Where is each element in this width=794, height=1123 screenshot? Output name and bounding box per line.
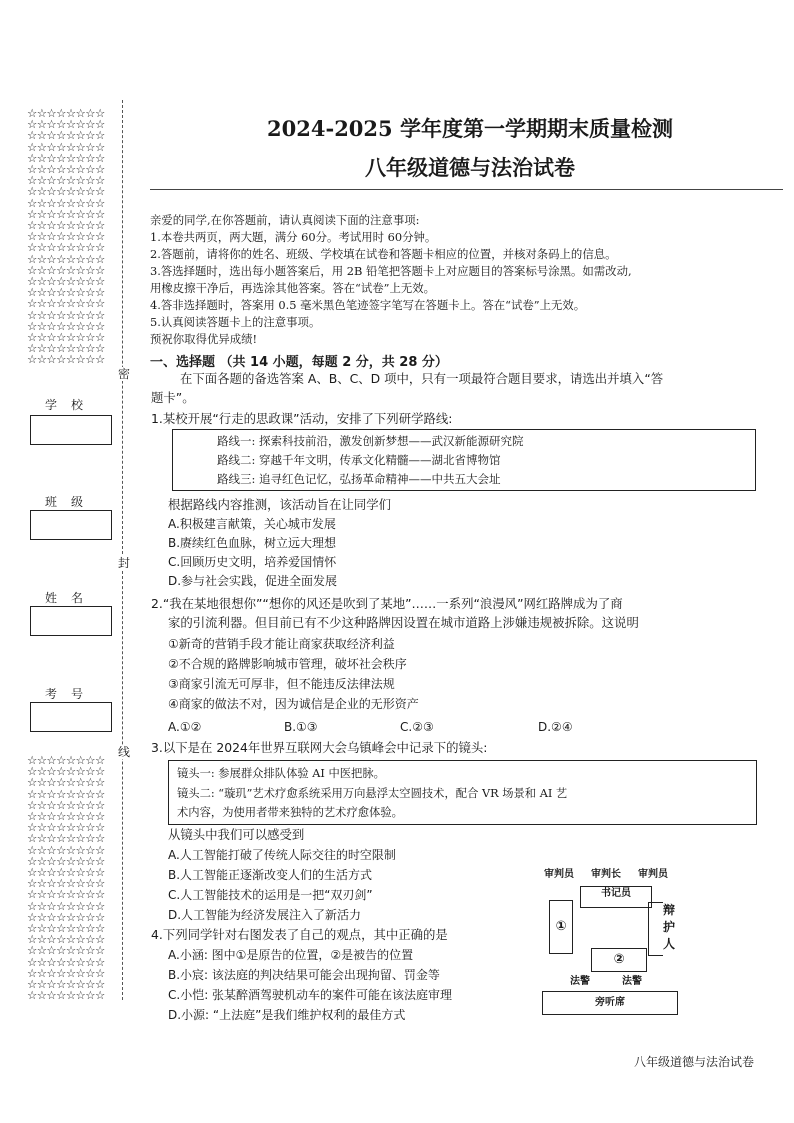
defender-desk	[648, 902, 663, 956]
question-stem: 3.以下是在 2024年世界互联网大会乌镇峰会中记录下的镜头:	[151, 740, 488, 755]
statement: ③商家引流无可厚非，但不能违反法律法规	[168, 677, 395, 691]
school-input-box[interactable]	[30, 415, 112, 445]
seal-char: 线	[118, 745, 131, 759]
option[interactable]: C.②③	[400, 720, 434, 734]
seal-char: 封	[118, 556, 131, 570]
seal-line	[122, 100, 123, 1000]
title-divider	[150, 189, 783, 190]
exam-number-label: 考号	[44, 687, 97, 701]
route-item: 路线二: 穿越千年文明，传承文化精髓——湖北省博物馆	[217, 453, 501, 467]
option[interactable]: D.参与社会实践，促进全面发展	[168, 574, 338, 588]
option[interactable]: C.人工智能技术的运用是一把“双刃剑”	[168, 888, 373, 902]
position-one-box: ①	[549, 900, 573, 954]
question-ask: 从镜头中我们可以感受到	[168, 827, 305, 842]
question-ask: 根据路线内容推测，该活动旨在让同学们	[168, 497, 392, 512]
courtroom-diagram	[540, 862, 680, 1022]
name-label: 姓名	[44, 591, 97, 605]
notice-item: 2.答题前，请将你的姓名、班级、学校填在试卷和答题卡相应的位置，并核对条码上的信息。	[150, 247, 617, 261]
defender-label: 辩 护 人	[662, 903, 675, 951]
gallery-box: 旁听席	[542, 991, 678, 1015]
notice-item: 用橡皮擦干净后，再选涂其他答案。答在“试卷”上无效。	[150, 281, 436, 295]
option[interactable]: A.积极建言献策，关心城市发展	[168, 517, 336, 531]
presiding-judge-label: 审判长	[591, 869, 621, 880]
lens-item: 镜头二: “璇玑”艺术疗愈系统采用万向悬浮太空圆技术，配合 VR 场景和 AI 艺	[177, 787, 568, 800]
option[interactable]: C.小恺: 张某醉酒驾驶机动车的案件可能在该法庭审理	[168, 988, 453, 1002]
notice-item: 3.答选择题时，选出每小题答案后，用 2B 铅笔把答题卡上对应题目的答案标号涂黑。如需改动,	[150, 264, 632, 278]
option[interactable]: B.赓续红色血脉，树立远大理想	[168, 536, 337, 550]
class-input-box[interactable]	[30, 510, 112, 540]
option[interactable]: C.回顾历史文明，培养爱国情怀	[168, 555, 337, 569]
notice-item: 5.认真阅读答题卡上的注意事项。	[150, 315, 321, 329]
statement: ①新奇的营销手段才能让商家获取经济利益	[168, 637, 395, 651]
clerk-label: 书记员	[601, 888, 631, 899]
lens-item: 术内容，为使用者带来独特的艺术疗愈体验。	[177, 806, 403, 819]
page-subtitle: 八年级道德与法治试卷	[365, 155, 575, 180]
judge-label: 审判员	[638, 869, 668, 880]
route-box	[172, 429, 756, 491]
margin-stars-top: ☆☆☆☆☆☆☆☆ ☆☆☆☆☆☆☆☆ ☆☆☆☆☆☆☆☆ ☆☆☆☆☆☆☆☆ ☆☆☆☆☆☆☆☆ ☆☆☆☆☆☆☆☆ ☆☆☆☆☆☆☆☆ ☆☆☆☆☆☆☆☆ ☆☆☆☆☆☆☆☆ ☆☆☆☆☆☆☆☆ ☆☆☆☆☆☆☆☆ ☆☆☆☆☆☆☆☆ ☆☆☆☆☆☆☆☆ ☆☆☆☆☆☆☆☆ ☆☆☆☆☆☆☆☆ ☆☆☆☆☆☆☆☆ ☆☆☆☆☆☆☆☆ ☆☆☆☆☆☆☆☆ ☆☆☆☆☆☆☆☆ ☆☆☆☆☆☆☆☆ ☆☆☆☆☆☆☆☆ ☆☆☆☆☆☆☆☆ ☆☆☆☆☆☆☆☆	[27, 106, 105, 367]
statement: ④商家的做法不对，因为诚信是企业的无形资产	[168, 697, 419, 711]
position-two-box: ②	[591, 948, 647, 972]
option[interactable]: B.①③	[284, 720, 318, 734]
school-label: 学校	[44, 398, 97, 412]
option[interactable]: D.②④	[538, 720, 573, 734]
lens-item: 镜头一: 参展群众排队体验 AI 中医把脉。	[177, 767, 385, 780]
question-stem: 家的引流利器。但目前已有不少这种路牌因设置在城市道路上涉嫌违规被拆除。这说明	[168, 615, 639, 630]
option[interactable]: D.小源: “上法庭”是我们维护权利的最佳方式	[168, 1008, 406, 1022]
option[interactable]: A.人工智能打破了传统人际交往的时空限制	[168, 848, 396, 862]
notice-item: 1.本卷共两页，两大题，满分 60分。考试用时 60分钟。	[150, 230, 437, 244]
route-item: 路线一: 探索科技前沿，激发创新梦想——武汉新能源研究院	[217, 434, 524, 448]
section-heading: 一、选择题 （共 14 小题，每题 2 分，共 28 分）	[150, 355, 448, 370]
option[interactable]: B.小宸: 该法庭的判决结果可能会出现拘留、罚金等	[168, 968, 440, 982]
route-item: 路线三: 追寻红色记忆，弘扬革命精神——中共五大会址	[217, 472, 501, 486]
lens-box	[168, 760, 757, 825]
page-footer: 八年级道德与法治试卷	[634, 1055, 755, 1069]
section-instruction: 题卡”。	[151, 390, 195, 405]
bailiff-label: 法警	[570, 976, 590, 987]
question-stem: 1.某校开展“行走的思政课”活动，安排了下列研学路线:	[151, 411, 453, 426]
option[interactable]: A.小涵: 图中①是原告的位置，②是被告的位置	[168, 948, 414, 962]
statement: ②不合规的路牌影响城市管理，破坏社会秩序	[168, 657, 407, 671]
notice-item: 4.答非选择题时，答案用 0.5 毫米黑色笔迹签字笔写在答题卡上。答在“试卷”上无效。	[150, 298, 586, 312]
notice-intro: 亲爱的同学,在你答题前，请认真阅读下面的注意事项:	[150, 213, 420, 227]
class-label: 班级	[44, 495, 97, 509]
page-title: 2024-2025 学年度第一学期期末质量检测	[267, 116, 673, 141]
option[interactable]: B.人工智能正逐渐改变人们的生活方式	[168, 868, 373, 882]
notice-item: 预祝你取得优异成绩!	[150, 332, 258, 346]
question-stem: 2.“我在某地很想你”“想你的风还是吹到了某地”……一系列“浪漫风”网红路牌成为了商	[151, 596, 623, 611]
option[interactable]: A.①②	[168, 720, 202, 734]
clerk-desk	[580, 886, 652, 908]
bailiff-label: 法警	[622, 976, 642, 987]
option[interactable]: D.人工智能为经济发展注入了新活力	[168, 908, 362, 922]
exam-number-input-box[interactable]	[30, 702, 112, 732]
name-input-box[interactable]	[30, 606, 112, 636]
section-instruction: 在下面各题的备选答案 A、B、C、D 项中，只有一项最符合题目要求，请选出并填入“答	[180, 371, 664, 386]
judge-label: 审判员	[544, 869, 574, 880]
question-stem: 4.下列同学针对右图发表了自己的观点，其中正确的是	[151, 927, 448, 942]
seal-char: 密	[118, 367, 131, 381]
margin-stars-bottom: ☆☆☆☆☆☆☆☆ ☆☆☆☆☆☆☆☆ ☆☆☆☆☆☆☆☆ ☆☆☆☆☆☆☆☆ ☆☆☆☆☆☆☆☆ ☆☆☆☆☆☆☆☆ ☆☆☆☆☆☆☆☆ ☆☆☆☆☆☆☆☆ ☆☆☆☆☆☆☆☆ ☆☆☆☆☆☆☆☆ ☆☆☆☆☆☆☆☆ ☆☆☆☆☆☆☆☆ ☆☆☆☆☆☆☆☆ ☆☆☆☆☆☆☆☆ ☆☆☆☆☆☆☆☆ ☆☆☆☆☆☆☆☆ ☆☆☆☆☆☆☆☆ ☆☆☆☆☆☆☆☆ ☆☆☆☆☆☆☆☆ ☆☆☆☆☆☆☆☆ ☆☆☆☆☆☆☆☆ ☆☆☆☆☆☆☆☆	[27, 753, 105, 1003]
